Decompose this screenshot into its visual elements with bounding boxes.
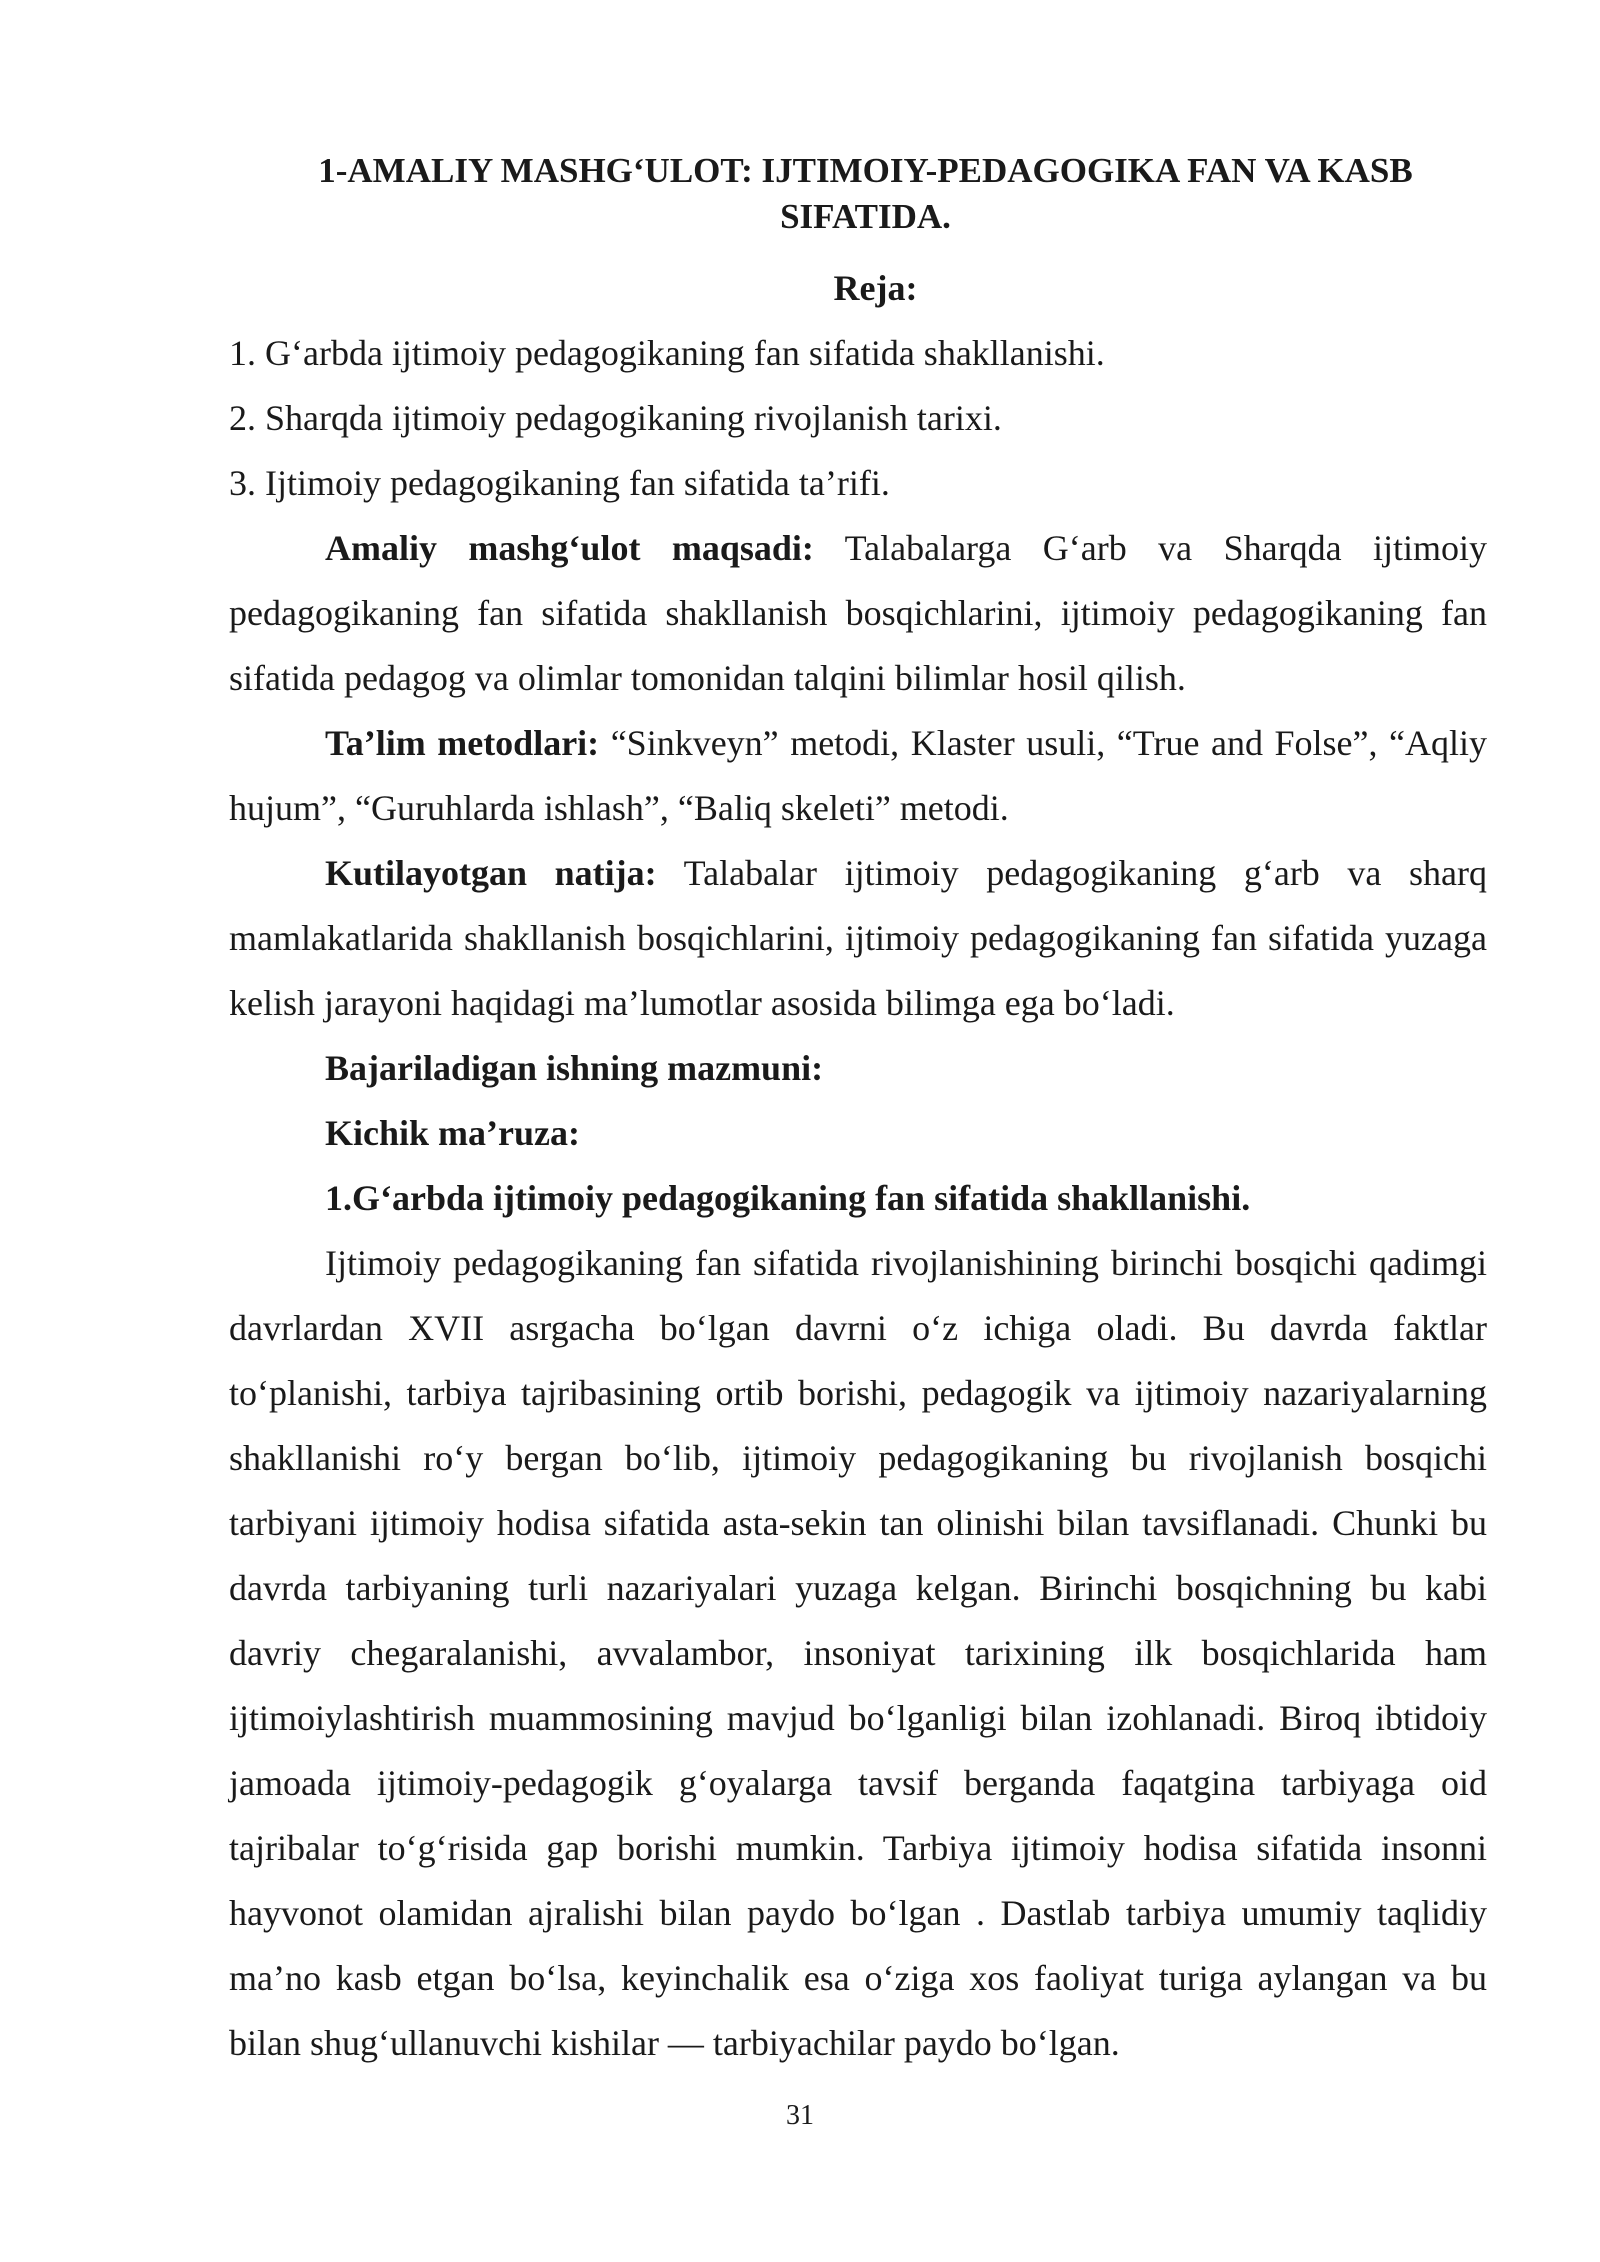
methods-text: “Sinkveyn” metodi, Klaster usuli, “True and Folse”, “Aqliy hujum”, “Guruhlarda ishlash”, “Baliq skeleti” metodi. xyxy=(229,723,1487,828)
plan-heading: Reja: xyxy=(833,268,918,308)
plan-item: 2. Sharqda ijtimoiy pedagogikaning rivojlanish tarixi. xyxy=(229,398,1002,438)
title-line-1: 1-AMALIY MASHG‘ULOT: IJTIMOIY-PEDAGOGIKA FAN VA KASB xyxy=(318,151,1413,190)
result-paragraph xyxy=(229,841,1487,1036)
methods-label: Ta’lim metodlari: xyxy=(325,723,600,763)
section-1-body: Ijtimoiy pedagogikaning fan sifatida rivojlanishining birinchi bosqichi qadimgi davrlardan XVII asrgacha bo‘lgan davrni o‘z ichiga oladi. Bu davrda faktlar to‘planishi, tarbiya tajribasining ortib borishi, pedagogik va ijtimoiy nazariyalarning shakllanishi ro‘y bergan bo‘lib, ijtimoiy pedagogikaning bu rivojlanish bosqichi tarbiyani ijtimoiy hodisa sifatida asta-sekin tan olinishi bilan tavsiflanadi. Chunki bu davrda tarbiyaning turli nazariyalari yuzaga kelgan. Birinchi bosqichning bu kabi davriy chegaralanishi, avvalambor, insoniyat tarixining ilk bosqichlarida ham ijtimoiylashtirish muammosining mavjud bo‘lganligi bilan izohlanadi. Biroq ibtidoiy jamoada ijtimoiy-pedagogik g‘oyalarga tavsif berganda faqatgina tarbiyaga oid tajribalar to‘g‘risida gap borishi mumkin. Tarbiya ijtimoiy hodisa sifatida insonni hayvonot olamidan ajralishi bilan paydo bo‘lgan . Dastlab tarbiya umumiy taqlidiy ma’no kasb etgan bo‘lsa, keyinchalik esa o‘ziga xos faoliyat turiga aylangan va bu bilan shug‘ullanuvchi kishilar — tarbiyachilar paydo bo‘lgan. xyxy=(229,1243,1487,2063)
mini-lecture-heading: Kichik ma’ruza: xyxy=(325,1113,580,1153)
goal-label: Amaliy mashg‘ulot maqsadi: xyxy=(325,528,814,568)
goal-text: Talabalarga G‘arb va Sharqda ijtimoiy pedagogikaning fan sifatida shakllanish bosqichlarini, ijtimoiy pedagogikaning fan sifatida pedagog va olimlar tomonidan talqini bilimlar hosil qilish. xyxy=(229,528,1487,698)
goal-paragraph xyxy=(229,516,1487,711)
plan-list xyxy=(229,321,1487,516)
plan-item: 1. G‘arbda ijtimoiy pedagogikaning fan sifatida shakllanishi. xyxy=(229,333,1105,373)
result-label: Kutilayotgan natija: xyxy=(325,853,657,893)
plan-item: 3. Ijtimoiy pedagogikaning fan sifatida ta’rifi. xyxy=(229,463,890,503)
methods-paragraph xyxy=(229,711,1487,841)
page-number: 31 xyxy=(786,2100,814,2131)
result-text: Talabalar ijtimoiy pedagogikaning g‘arb va sharq mamlakatlarida shakllanish bosqichlarini, ijtimoiy pedagogikaning fan sifatida yuzaga kelish jarayoni haqidagi ma’lumotlar asosida bilimga ega bo‘ladi. xyxy=(229,853,1488,1023)
work-content-heading: Bajariladigan ishning mazmuni: xyxy=(325,1048,824,1088)
section-1-heading: 1.G‘arbda ijtimoiy pedagogikaning fan sifatida shakllanishi. xyxy=(325,1178,1251,1218)
title-line-2: SIFATIDA. xyxy=(780,197,951,236)
page-title xyxy=(229,148,1487,240)
document-page xyxy=(229,148,1487,2076)
